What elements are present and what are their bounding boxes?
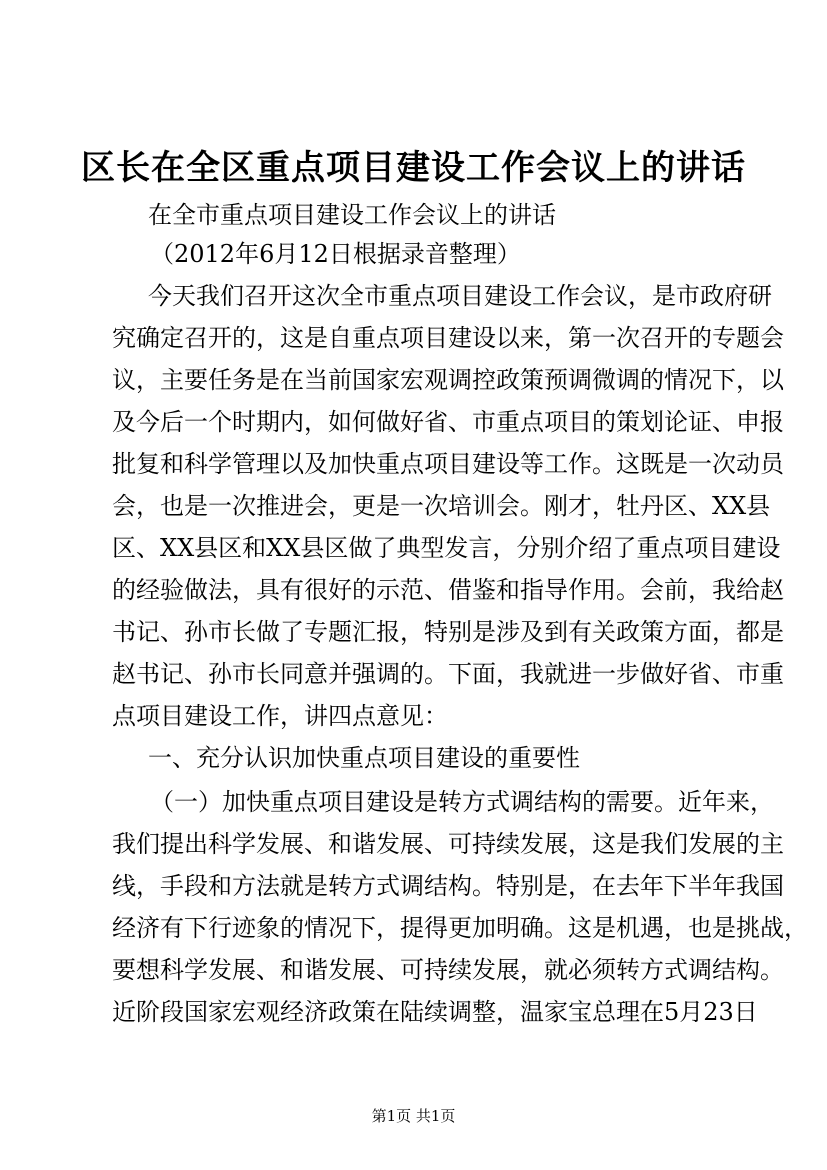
- paragraph-line: 经济有下行迹象的情况下，提得更加明确。这是机遇，也是挑战，: [112, 914, 808, 942]
- paragraph-line: 要想科学发展、和谐发展、可持续发展，就必须转方式调结构。: [112, 956, 784, 984]
- paragraph-line: 赵书记、孙市长同意并强调的。下面，我就进一步做好省、市重: [112, 660, 784, 688]
- paragraph-line: （一）加快重点项目建设是转方式调结构的需要。近年来，: [150, 788, 774, 816]
- document-title: 区长在全区重点项目建设工作会议上的讲话: [81, 148, 746, 188]
- paragraph-line: 及今后一个时期内，如何做好省、市重点项目的策划论证、申报: [112, 408, 784, 436]
- paragraph-line: 我们提出科学发展、和谐发展、可持续发展，这是我们发展的主: [112, 830, 784, 858]
- paragraph-line: 会，也是一次推进会，更是一次培训会。刚才，牡丹区、XX县: [112, 492, 771, 520]
- paragraph-line: 线，手段和方法就是转方式调结构。特别是，在去年下半年我国: [112, 872, 784, 900]
- paragraph-line: 的经验做法，具有很好的示范、借鉴和指导作用。会前，我给赵: [112, 576, 784, 604]
- paragraph-line: 近阶段国家宏观经济政策在陆续调整，温家宝总理在5月23日: [112, 998, 758, 1026]
- date-note: （2012年6月12日根据录音整理）: [150, 240, 521, 268]
- paragraph-line: 批复和科学管理以及加快重点项目建设等工作。这既是一次动员: [112, 450, 784, 478]
- paragraph-line: 书记、孙市长做了专题汇报，特别是涉及到有关政策方面，都是: [112, 618, 784, 646]
- subtitle: 在全市重点项目建设工作会议上的讲话: [148, 201, 556, 229]
- paragraph-line: 区、XX县区和XX县区做了典型发言，分别介绍了重点项目建设: [112, 534, 781, 562]
- section-heading: 一、充分认识加快重点项目建设的重要性: [148, 744, 580, 772]
- paragraph-line: 究确定召开的，这是自重点项目建设以来，第一次召开的专题会: [112, 324, 784, 352]
- paragraph-line: 议，主要任务是在当前国家宏观调控政策预调微调的情况下，以: [112, 366, 784, 394]
- paragraph-line: 今天我们召开这次全市重点项目建设工作会议，是市政府研: [148, 282, 772, 310]
- paragraph-line: 点项目建设工作，讲四点意见：: [112, 702, 448, 730]
- page-footer: 第1页 共1页: [371, 1107, 456, 1125]
